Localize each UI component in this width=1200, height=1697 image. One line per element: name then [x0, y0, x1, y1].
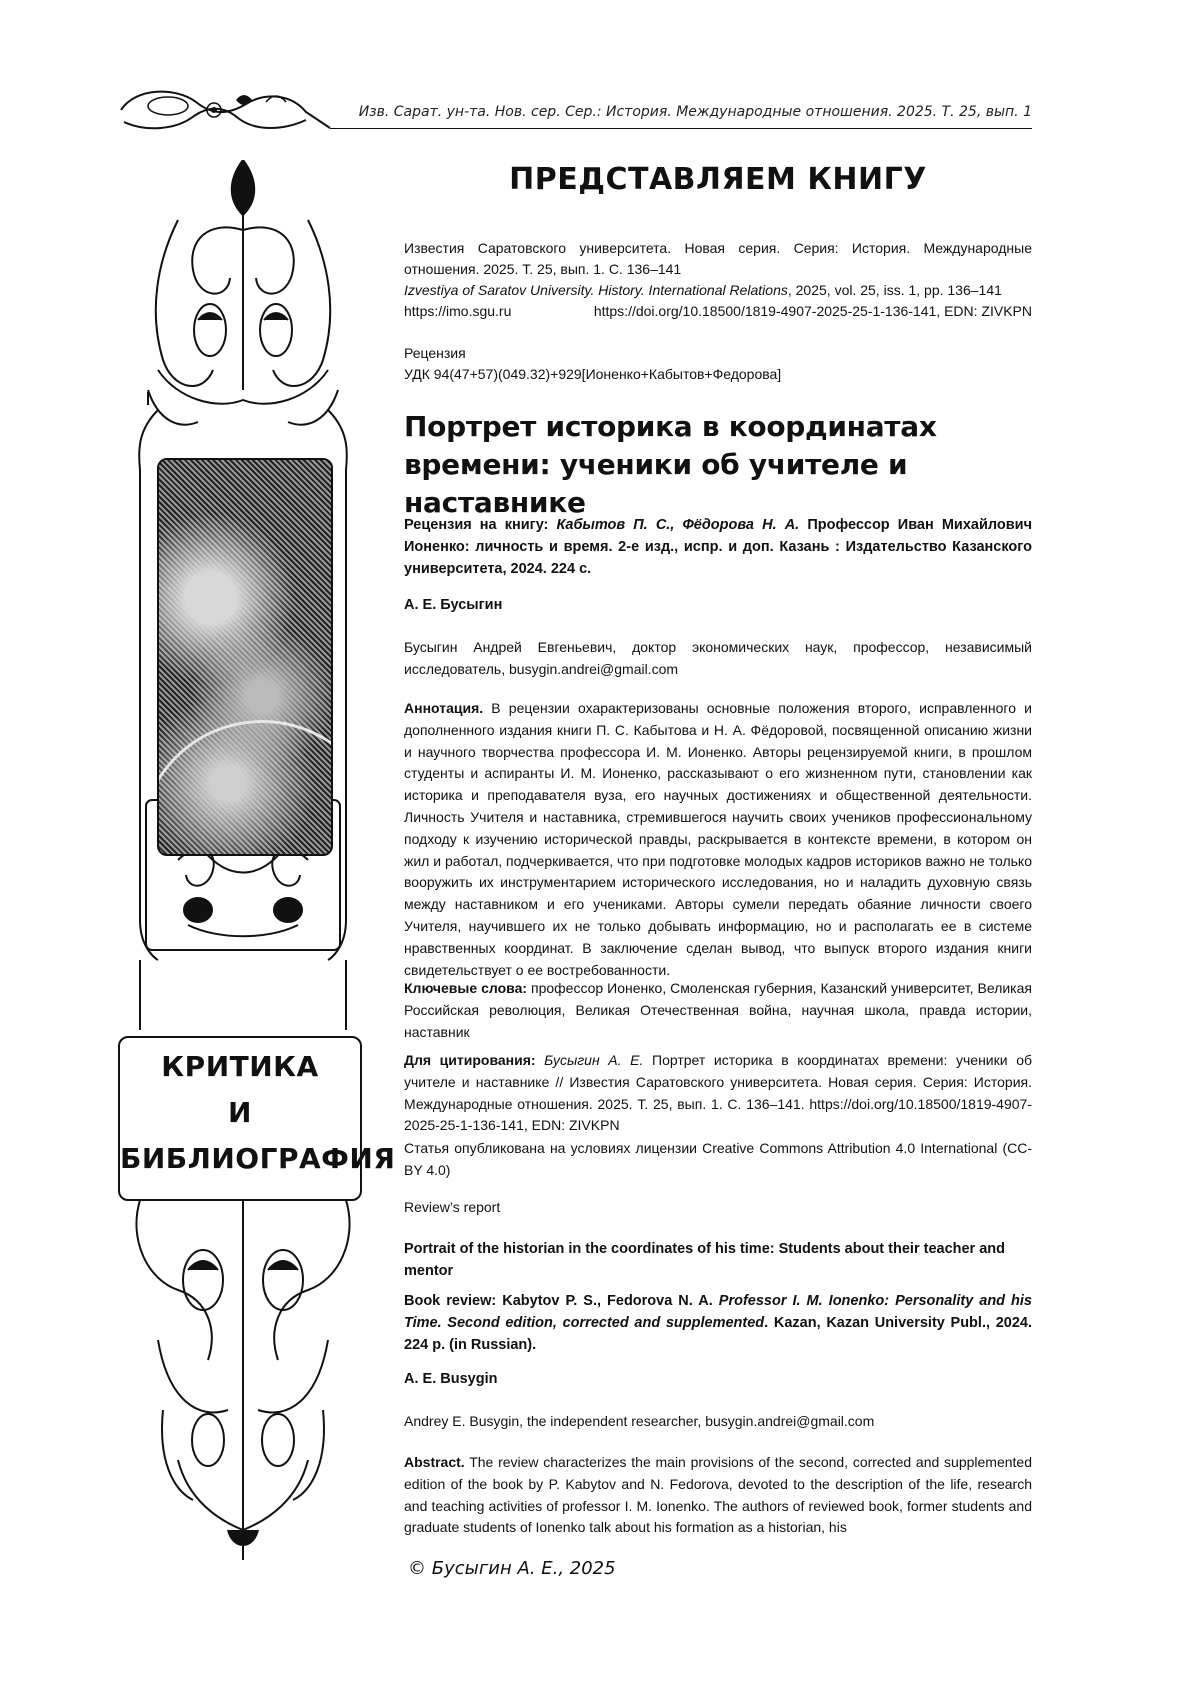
section-line-2: И — [228, 1096, 252, 1129]
cite-as-ru — [404, 1050, 1032, 1137]
journal-running-head: Изв. Сарат. ун-та. Нов. сер. Сер.: История. Международные отношения. 2025. Т. 25, вып. 1 — [358, 104, 1032, 120]
abstract-en-text: The review characterizes the main provisions of the second, corrected and supplemented edition of the book by P. Kabytov and N. Fedorova, devoted to the description of the life, research and teaching activities of professor I. M. Ionenko. The authors of reviewed book, former students and graduate students of Ionenko talk about his formation as a historian, his — [404, 1454, 1032, 1536]
art-nouveau-frame-icon — [118, 160, 396, 1570]
cite-as-text: Портрет историка в координатах времени: ученики об учителе и наставнике // Известия Саратовского университета. Новая серия. Серия: История. Международные отношения. 2025. Т. 25, вып. 1. С. 136–141. https://doi.org/10.18500/1819-4907-2025-25-1-136-141, EDN: ZIVKPN — [404, 1052, 1033, 1134]
abstract-ru-label: Аннотация. — [404, 700, 484, 716]
book-en-label: Book review: Kabytov P. S., Fedorova N. A. — [404, 1293, 719, 1309]
illustration-photo — [157, 458, 333, 856]
journal-site-link[interactable]: https://imo.sgu.ru — [404, 303, 512, 319]
keywords-ru-text: профессор Ионенко, Смоленская губерния, Казанский университет, Великая Российская революция, Великая Отечественная война, научная школа, правда истории, наставник — [404, 980, 1032, 1040]
cite-as-authors: Бусыгин А. Е. — [535, 1052, 644, 1068]
affiliation-en: Andrey E. Busygin, the independent researcher, busygin.andrei@gmail.com — [404, 1413, 875, 1429]
article-title-en: Portrait of the historian in the coordinates of his time: Students about their teacher and mentor — [404, 1241, 1006, 1279]
author-en: A. E. Busygin — [404, 1371, 498, 1387]
article-title-ru: Портрет историка в координатах времени: ученики об учителе и наставнике — [404, 410, 937, 519]
keywords-ru-label: Ключевые слова: — [404, 980, 528, 996]
article-type: Рецензия — [404, 345, 466, 361]
citation-links — [404, 301, 1032, 322]
citation-en-journal: Izvestiya of Saratov University. History. International Relations — [404, 282, 788, 298]
review-of-label: Рецензия на книгу: — [404, 517, 557, 533]
book-en-title: Professor I. M. Ionenko: Personality and his Time. Second edition, corrected and supplemented — [404, 1293, 1032, 1331]
keywords-ru — [404, 978, 1032, 1043]
doi-link[interactable]: https://doi.org/10.18500/1819-4907-2025-25-1-136-141, EDN: ZIVKPN — [593, 303, 1032, 319]
header-rule — [330, 128, 1032, 129]
abstract-en — [404, 1452, 1032, 1539]
cite-as-label: Для цитирования: — [404, 1052, 536, 1068]
citation-en — [404, 280, 1032, 301]
copyright-note: © Бусыгин А. Е., 2025 — [408, 1558, 616, 1579]
abstract-ru — [404, 698, 1032, 981]
header-ornament-icon — [116, 82, 336, 134]
review-type-en: Review’s report — [404, 1199, 501, 1215]
section-label-box — [118, 1036, 396, 1201]
abstract-en-label: Abstract. — [404, 1454, 465, 1470]
citation-block — [404, 238, 1032, 322]
citation-en-details: , 2025, vol. 25, iss. 1, pp. 136–141 — [787, 282, 1002, 298]
section-line-1: КРИТИКА — [161, 1050, 319, 1083]
citation-ru: Известия Саратовского университета. Новая серия. Серия: История. Международные отношения. 2025. Т. 25, вып. 1. С. 136–141 — [404, 240, 1032, 277]
section-line-3: БИБЛИОГРАФИЯ — [120, 1142, 396, 1175]
review-of-authors: Кабытов П. С., Фёдорова Н. А. — [556, 517, 800, 533]
abstract-ru-text: В рецензии охарактеризованы основные положения второго, исправленного и дополненного издания книги П. С. Кабытова и Н. А. Фёдоровой, посвященной описанию жизни и научного творчества профессора И. М. Ионенко. Авторы рецензируемой книги, в прошлом студенты и аспиранты И. М. Ионенко, рассказывают о его жизненном пути, становлении как историка и преподавателя вуза, его научных достижениях и общественной деятельности. Личность Учителя и наставника, стремившегося научить своих учеников профессиональному подходу к изучению исторической правды, раскрывается в контексте времени, в котором он жил и работал, подчеркивается, что при подготовке молодых кадров историков важно не только вооружить их инструментарием исторического исследования, но и наладить духовную связь между наставником и его учениками. Авторы сумели передать обаяние личности своего Учителя, научившего их не только добывать информацию, но и располагать ее в системе нравственных координат. В заключение сделан вывод, что выпуск второго издания книги свидетельствует о ее востребованности. — [404, 700, 1032, 978]
affiliation-ru: Бусыгин Андрей Евгеньевич, доктор экономических наук, профессор, независимый исследователь, busygin.andrei@gmail.com — [404, 639, 1032, 677]
license-note: Статья опубликована на условиях лицензии Creative Commons Attribution 4.0 International (CC-BY 4.0) — [404, 1140, 1032, 1178]
review-of-details: Профессор Иван Михайлович Ионенко: личность и время. 2-е изд., испр. и доп. Казань : Издательство Казанского университета, 2024. 224 с. — [404, 517, 1032, 577]
reviewed-book-ru — [404, 514, 1032, 580]
udk-code: УДК 94(47+57)(049.32)+929[Ионенко+Кабытов+Федорова] — [404, 366, 782, 382]
decorative-side-column — [118, 160, 396, 1570]
classification-block — [404, 343, 1032, 385]
book-en-details: . Kazan, Kazan University Publ., 2024. 224 p. (in Russian). — [404, 1315, 1032, 1353]
rubric-title: ПРЕДСТАВЛЯЕМ КНИГУ — [509, 162, 927, 197]
author-ru: А. Е. Бусыгин — [404, 597, 503, 613]
reviewed-book-en — [404, 1290, 1032, 1356]
